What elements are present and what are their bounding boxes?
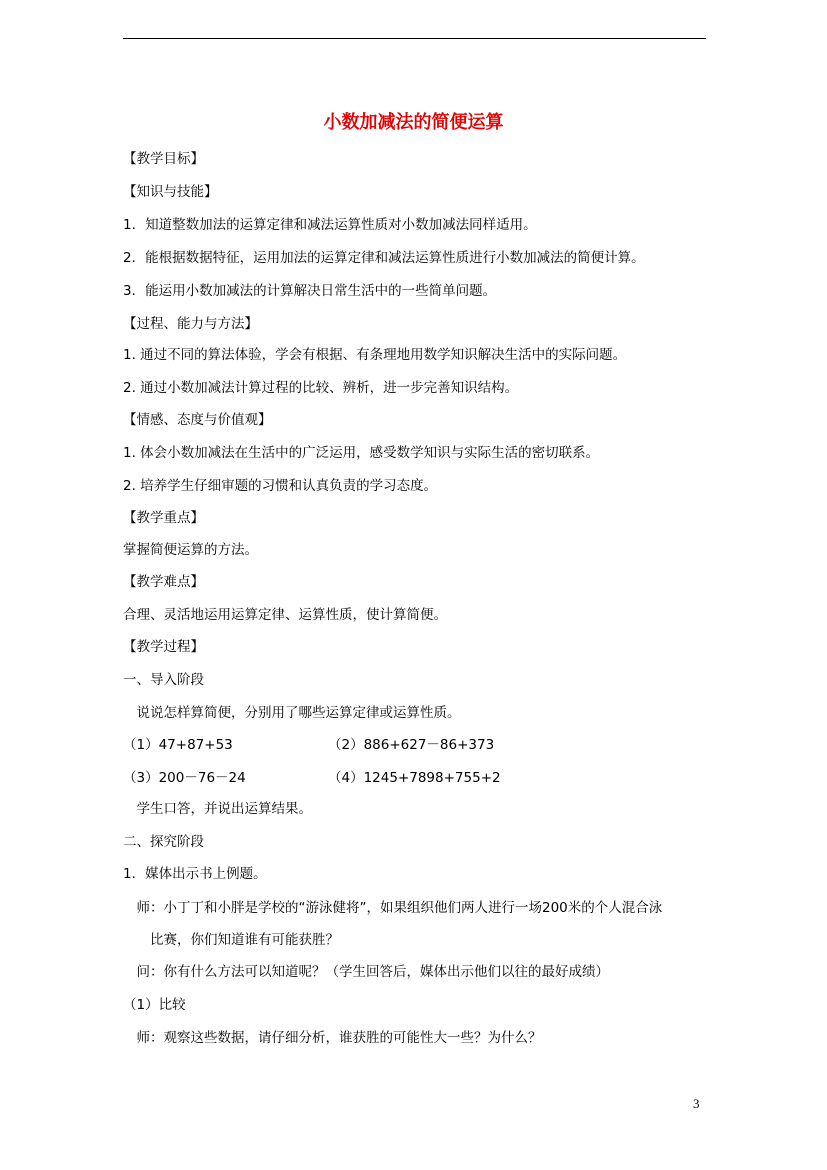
text-line: （1）比较 [123, 997, 186, 1013]
heading-key-points: 【教学重点】 [123, 510, 204, 526]
heading-difficulties: 【教学难点】 [123, 574, 204, 590]
heading-knowledge-skills: 【知识与技能】 [123, 184, 218, 200]
section-heading: 一、导入阶段 [123, 672, 204, 688]
text-line: 2．能根据数据特征，运用加法的运算定律和减法运算性质进行小数加减法的简便计算。 [123, 250, 645, 266]
text-line: 说说怎样算简便，分别用了哪些运算定律或运算性质。 [123, 705, 461, 721]
text-line: 掌握简便运算的方法。 [123, 542, 258, 558]
text-line: 师：观察这些数据，请仔细分析，谁获胜的可能性大一些？为什么？ [123, 1030, 542, 1046]
document-title: 小数加减法的简便运算 [323, 112, 504, 133]
heading-process: 【过程、能力与方法】 [123, 316, 258, 332]
section-heading: 二、探究阶段 [123, 834, 204, 850]
text-line: 合理、灵活地运用运算定律、运算性质，使计算简便。 [123, 607, 447, 623]
header-rule [123, 38, 706, 39]
heading-attitude: 【情感、态度与价值观】 [123, 412, 272, 428]
text-line: 1. 体会小数加减法在生活中的广泛运用，感受数学知识与实际生活的密切联系。 [123, 445, 600, 461]
page-number: 3 [693, 1096, 700, 1111]
text-line: 2. 培养学生仔细审题的习惯和认真负责的学习态度。 [123, 478, 438, 494]
exercise-item: （1）47+87+53 [123, 737, 233, 753]
heading-teaching-goals: 【教学目标】 [123, 151, 204, 167]
exercise-item: （2）886+627－86+373 [328, 737, 495, 753]
text-line: 3．能运用小数加减法的计算解决日常生活中的一些简单问题。 [123, 283, 497, 299]
text-line: 比赛，你们知道谁有可能获胜？ [123, 932, 339, 948]
text-line: 学生口答，并说出运算结果。 [123, 801, 312, 817]
text-line: 2. 通过小数加减法计算过程的比较、辨析，进一步完善知识结构。 [123, 380, 519, 396]
heading-teaching-process: 【教学过程】 [123, 639, 204, 655]
text-line: 问：你有什么方法可以知道呢？（学生回答后，媒体出示他们以往的最好成绩） [123, 964, 609, 980]
text-line: 师：小丁丁和小胖是学校的“游泳健将”，如果组织他们两人进行一场200米的个人混合泳 [123, 900, 663, 916]
text-line: 1. 通过不同的算法体验，学会有根据、有条理地用数学知识解决生活中的实际问题。 [123, 347, 627, 363]
exercise-item: （4）1245+7898+755+2 [328, 770, 501, 786]
exercise-item: （3）200－76－24 [123, 770, 246, 786]
text-line: 1．媒体出示书上例题。 [123, 866, 267, 882]
text-line: 1．知道整数加法的运算定律和减法运算性质对小数加减法同样适用。 [123, 217, 537, 233]
